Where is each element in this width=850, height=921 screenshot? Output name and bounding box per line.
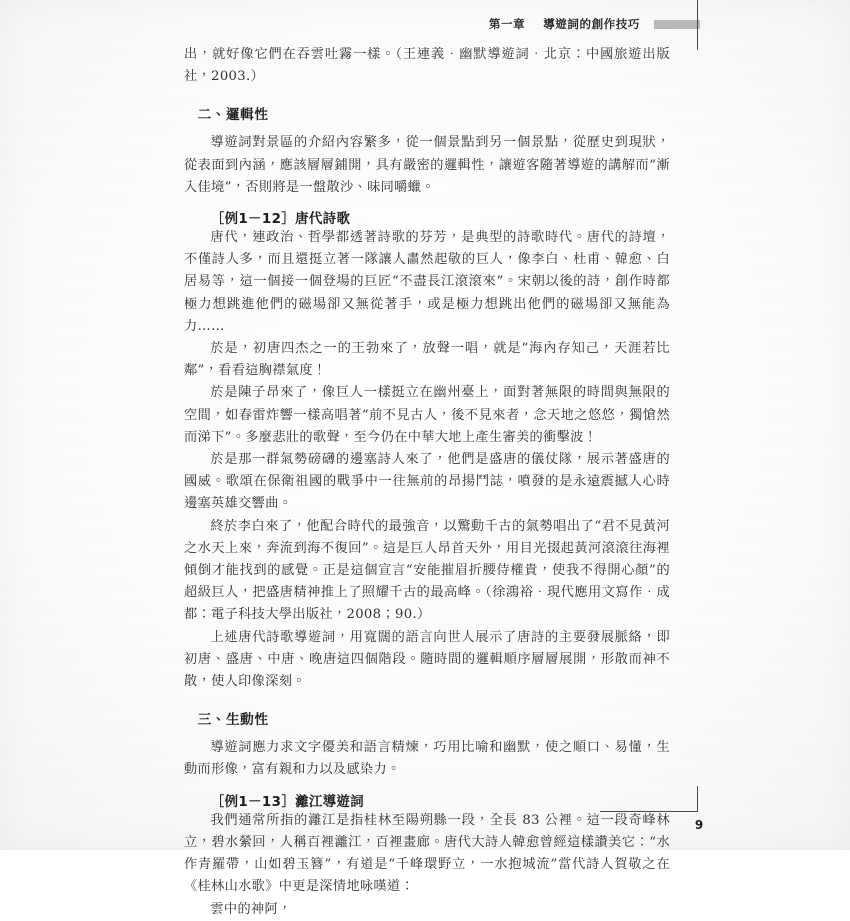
section-three-intro: 導遊詞應力求文字優美和語言精煉，巧用比喻和幽默，使之順口、易懂，生動而形像，富有親和力以及感染力。 (184, 740, 670, 778)
example-paragraph: 我們通常所指的灕江是指桂林至陽朔縣一段，全長 83 公裡。這一段奇峰林立，碧水縈回，人稱百裡灕江，百裡畫廊。唐代大詩人韓愈曾經這樣讚美它：“水作青羅帶，山如碧玉簪”，有道是“千峰環野立，一水抱城流”當代詩人賀敬之在《桂林山水歌》中更是深情地咏嘆道： (184, 812, 670, 895)
example-title: 唐代詩歌 (295, 211, 351, 228)
example-paragraph: 於是，初唐四杰之一的王勃來了，放聲一唱，就是“海內存知己，天涯若比鄰”，看看這胸襟氣度！ (184, 341, 670, 379)
example-paragraph: 於是那一群氣勢磅礴的邊塞詩人來了，他們是盛唐的儀仗隊，展示著盛唐的國威。歌頌在保衛祖國的戰爭中一往無前的昂揚鬥誌，噴發的是永遠震撼人心時邊塞英雄交響曲。 (184, 452, 670, 512)
example-paragraph: 唐代，連政治、哲學都透著詩歌的芬芳，是典型的詩歌時代。唐代的詩壇，不僅詩人多，而且還挺立著一隊讓人肅然起敬的巨人，像李白、杜甫、韓愈、白居易等，這一個接一個登場的巨匠“不盡長江滾滾來”。宋朝以後的詩，創作時都極力想跳進他們的磁場卻又無從著手，或是極力想跳出他們的磁場卻又無能為力…… (184, 230, 670, 334)
spacer (184, 728, 670, 737)
spacer (184, 123, 670, 132)
example-title: 灕江導遊詞 (295, 793, 365, 810)
text-column (184, 44, 670, 921)
spacer (184, 199, 670, 208)
chapter-label: 第一章 (488, 17, 526, 31)
crop-mark-horizontal-bottom (600, 811, 697, 812)
section-two-intro: 導遊詞對景區的介紹內容繁多，從一個景點到另一個景點，從歷史到現狀，從表面到內涵，應該層層鋪開，具有嚴密的邏輯性，讓遊客隨著導遊的講解而“漸入佳境”，否則將是一盤散沙、味同嚼蠟。 (184, 135, 670, 195)
example-paragraph: 雲中的神阿， (210, 901, 292, 917)
example-heading-1-12 (184, 208, 670, 227)
chapter-title: 導遊詞的創作技巧 (543, 17, 640, 31)
header-decoration-block (654, 20, 700, 29)
section-heading-two: 二、邏輯性 (197, 107, 269, 124)
example-paragraph: 上述唐代詩歌導遊詞，用寬闊的語言向世人展示了唐詩的主要發展脈絡，即初唐、盛唐、中唐、晚唐這四個階段。隨時間的邏輯順序層層展開，形散而神不散，使人印像深刻。 (184, 629, 670, 690)
crop-mark-vertical-top (697, 0, 698, 50)
example-tag: ［例1－13］ (210, 794, 296, 810)
example-tag: ［例1－12］ (210, 212, 296, 228)
spacer (184, 693, 670, 708)
continued-paragraph: 出，就好像它們在吞雲吐霧一樣。（王連義．幽默導遊詞．北京：中國旅遊出版社，2003.） (184, 47, 670, 85)
page-number: 9 (694, 818, 704, 832)
running-head (0, 13, 700, 35)
crop-mark-vertical-bottom (697, 786, 698, 812)
example-paragraph: 於是陳子昂來了，像巨人一樣挺立在幽州臺上，面對著無限的時間與無限的空間，如春雷炸響一樣高唱著“前不見古人，後不見來者，念天地之悠悠，獨愴然而涕下”。多麼悲壯的歌聲，至今仍在中華大地上產生審美的衝擊波！ (184, 385, 670, 445)
spacer (184, 88, 670, 103)
spacer (184, 782, 670, 791)
example-paragraph: 終於李白來了，他配合時代的最強音，以驚動千古的氣勢唱出了“君不見黃河之水天上來，奔流到海不復回”。這是巨人昂首天外，用目光掇起黃河滾滾往海裡傾倒才能找到的感覺。正是這個宣言“安能摧眉折腰侍權貴，使我不得開心顏”的超級巨人，把盛唐精神推上了照耀千古的最高峰。（徐鴻裕．現代應用文寫作．成都：電子科技大學出版社，2008；90.） (184, 518, 670, 623)
section-heading-three: 三、生動性 (197, 712, 269, 729)
example-heading-1-13 (184, 791, 670, 810)
